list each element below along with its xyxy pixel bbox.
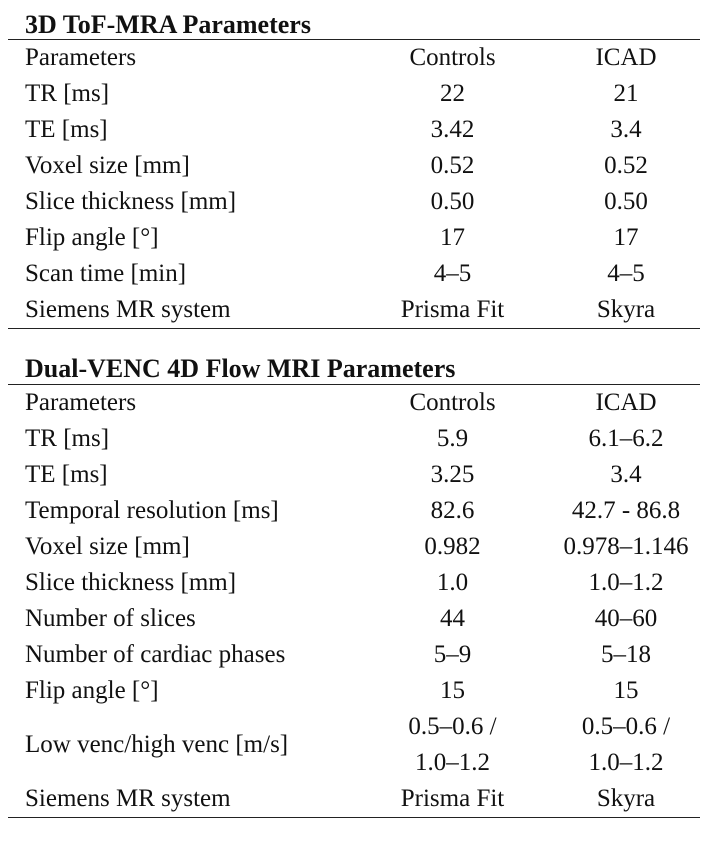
- flow-header-row: [8, 385, 705, 421]
- table-row: [8, 565, 705, 601]
- table-row: [8, 637, 705, 673]
- cell-icad: 40–60: [594, 605, 658, 632]
- header-controls: Controls: [409, 44, 496, 71]
- cell-icad: 4–5: [607, 260, 645, 287]
- venc-icad: [535, 709, 705, 781]
- table-row: [8, 601, 705, 637]
- cell-parameter: TE [ms]: [25, 116, 108, 143]
- cell-controls: 44: [440, 605, 465, 632]
- cell-controls: 3.42: [430, 116, 475, 143]
- venc-controls-line1: 0.5–0.6 /: [408, 713, 497, 740]
- cell-parameter: Number of slices: [25, 605, 196, 632]
- cell-parameter: Siemens MR system: [25, 296, 231, 323]
- tof-mra-title: 3D ToF-MRA Parameters: [8, 6, 700, 40]
- header-parameters: Parameters: [25, 44, 137, 71]
- cell-icad: 0.52: [604, 152, 648, 179]
- table-row: [8, 457, 705, 493]
- table-row-system: [8, 781, 705, 817]
- cell-controls: 5–9: [433, 641, 472, 668]
- cell-icad: 21: [613, 80, 639, 107]
- tof-mra-section: [8, 6, 700, 329]
- table-row: [8, 184, 705, 220]
- cell-parameter: TR [ms]: [25, 80, 110, 107]
- cell-icad: 0.50: [604, 188, 648, 215]
- table-row: [8, 256, 705, 292]
- cell-controls: 0.50: [430, 188, 475, 215]
- cell-controls: Prisma Fit: [400, 785, 505, 812]
- cell-controls: 5.9: [436, 425, 469, 452]
- table-row: [8, 421, 705, 457]
- header-icad: ICAD: [595, 44, 657, 71]
- cell-controls: 15: [440, 677, 465, 704]
- cell-controls: 0.982: [424, 533, 481, 560]
- venc-label: Low venc/high venc [m/s]: [25, 731, 289, 758]
- cell-parameter: Slice thickness [mm]: [25, 569, 237, 596]
- cell-controls: 17: [440, 224, 465, 251]
- flow-mri-title: Dual-VENC 4D Flow MRI Parameters: [8, 349, 700, 385]
- tof-mra-table: [8, 40, 705, 328]
- venc-icad-line1: 0.5–0.6 /: [581, 713, 671, 740]
- cell-parameter: Temporal resolution [ms]: [25, 497, 279, 524]
- cell-controls: 3.25: [430, 461, 475, 488]
- flow-mri-table: [8, 385, 705, 817]
- table-row: [8, 76, 705, 112]
- table-row: [8, 673, 705, 709]
- table-row-venc: [8, 709, 705, 781]
- cell-icad: 0.978–1.146: [563, 533, 689, 560]
- table-row: [8, 292, 705, 328]
- cell-icad: Skyra: [596, 296, 656, 323]
- cell-parameter: TE [ms]: [25, 461, 108, 488]
- cell-icad: 5–18: [601, 641, 651, 668]
- cell-icad: 15: [613, 677, 639, 704]
- table-row: [8, 493, 705, 529]
- cell-parameter: Number of cardiac phases: [25, 641, 286, 668]
- cell-icad: 3.4: [610, 461, 642, 488]
- cell-parameter: Voxel size [mm]: [25, 533, 190, 560]
- table-row: [8, 220, 705, 256]
- cell-icad: Skyra: [596, 785, 656, 812]
- cell-controls: 4–5: [433, 260, 472, 287]
- header-parameters: Parameters: [25, 389, 137, 416]
- cell-parameter: Flip angle [°]: [25, 677, 159, 704]
- table-row: [8, 529, 705, 565]
- cell-icad: 17: [613, 224, 639, 251]
- cell-icad: 1.0–1.2: [588, 569, 664, 596]
- cell-controls: 22: [440, 80, 465, 107]
- cell-parameter: TR [ms]: [25, 425, 110, 452]
- cell-controls: 0.52: [430, 152, 475, 179]
- header-icad: ICAD: [595, 389, 657, 416]
- table-row: [8, 148, 705, 184]
- venc-icad-line2: 1.0–1.2: [588, 749, 664, 776]
- cell-icad: 3.4: [610, 116, 642, 143]
- table-row: [8, 112, 705, 148]
- tof-header-row: [8, 40, 705, 76]
- cell-parameter: Slice thickness [mm]: [25, 188, 237, 215]
- venc-controls-line2: 1.0–1.2: [415, 749, 490, 776]
- cell-controls: 1.0: [436, 569, 469, 596]
- cell-parameter: Flip angle [°]: [25, 224, 159, 251]
- venc-controls: [370, 709, 535, 781]
- cell-controls: 82.6: [430, 497, 475, 524]
- flow-mri-section: [8, 349, 700, 818]
- cell-icad: 42.7 - 86.8: [571, 497, 681, 524]
- cell-controls: Prisma Fit: [400, 296, 505, 323]
- cell-parameter: Scan time [min]: [25, 260, 187, 287]
- cell-parameter: Siemens MR system: [25, 785, 231, 812]
- cell-parameter: Voxel size [mm]: [25, 152, 190, 179]
- cell-icad: 6.1–6.2: [588, 425, 664, 452]
- header-controls: Controls: [409, 389, 496, 416]
